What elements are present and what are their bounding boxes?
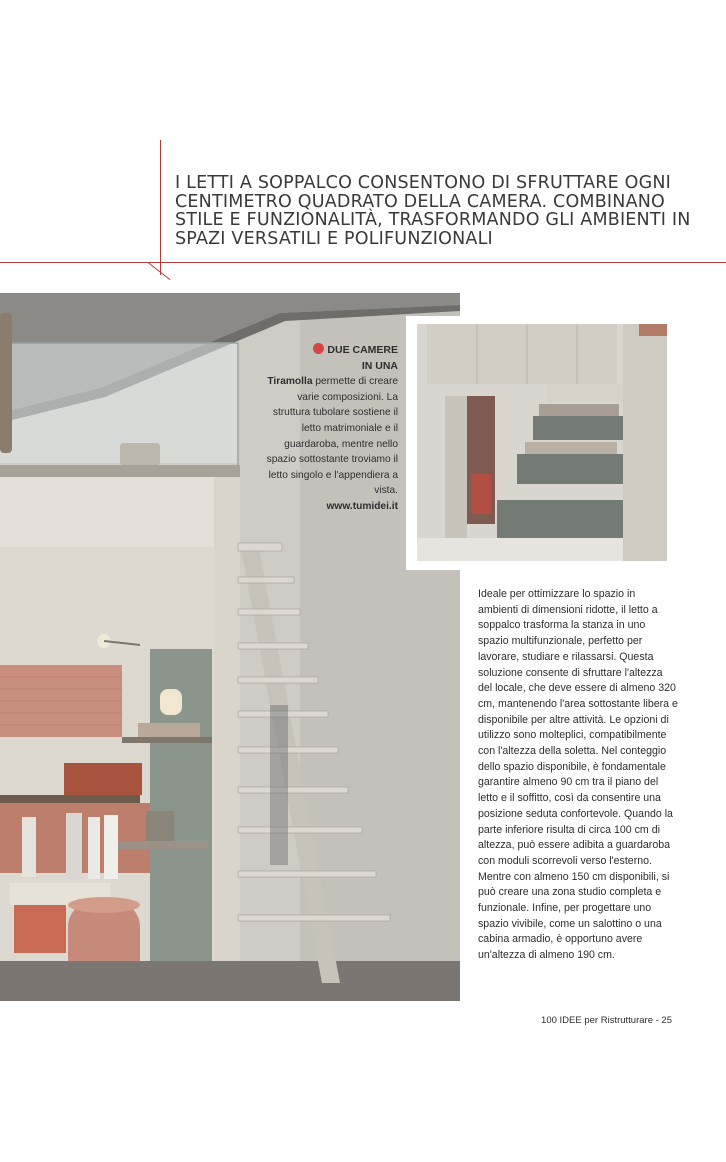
caption-body — [262, 374, 398, 499]
article-body: Ideale per ottimizzare lo spazio in ambienti di dimensioni ridotte, il letto a soppalco trasforma la stanza in uno spazio multifunzionale, perfetto per lavorare, studiare e rilassarsi. Questa soluzione consente di sfruttare l'altezza del locale, che deve essere di almeno 320 cm, mantenendo l'area sottostante libera e disponibile per altre attività. Le opzioni di utilizzo sono molteplici, compatibilmente con l'altezza della soletta. Nel conteggio dello spazio disponibile, è fondamentale garantire almeno 90 cm tra il piano del letto e il soffitto, così da consentire una posizione seduta confortevole. Quando la parte inferiore risulta di circa 100 cm di altezza, può essere adibita a guardaroba con moduli scorrevoli verso l'esterno. Mentre con almeno 150 cm disponibili, si può creare una zona studio completa e funzionale. Infine, per progettare uno spazio vivibile, come un salottino o una cabina armadio, è opportuno avere un'altezza di almeno 190 cm. — [478, 588, 678, 962]
page-folio: 100 IDEE per Ristrutturare - 25 — [541, 1015, 672, 1026]
inset-photo — [417, 324, 667, 561]
caption-title-line-2: IN UNA — [361, 359, 398, 372]
caption-brand: Tiramolla — [267, 376, 313, 388]
photo-caption — [262, 343, 398, 515]
caption-title-line-1 — [262, 343, 398, 359]
header-horizontal-rule — [0, 262, 726, 263]
caption-title-text: DUE CAMERE — [327, 344, 398, 356]
article-headline: I LETTI A SOPPALCO CONSENTONO DI SFRUTTARE OGNI CENTIMETRO QUADRATO DELLA CAMERA. COMBINANO STILE E FUNZIONALITÀ, TRASFORMANDO GLI AMBIENTI IN SPAZI VERSATILI E POLIFUNZIONALI — [175, 173, 691, 249]
caption-text: permette di creare varie composizioni. La struttura tubolare sostiene il letto matrimoniale e il guardaroba, mentre nello spazio sottostante troviamo il letto singolo e l'appendiera a vista. — [266, 376, 398, 497]
caption-bullet-icon — [313, 343, 324, 354]
header-vertical-rule — [160, 140, 161, 275]
caption-url: www.tumidei.it — [326, 500, 398, 512]
